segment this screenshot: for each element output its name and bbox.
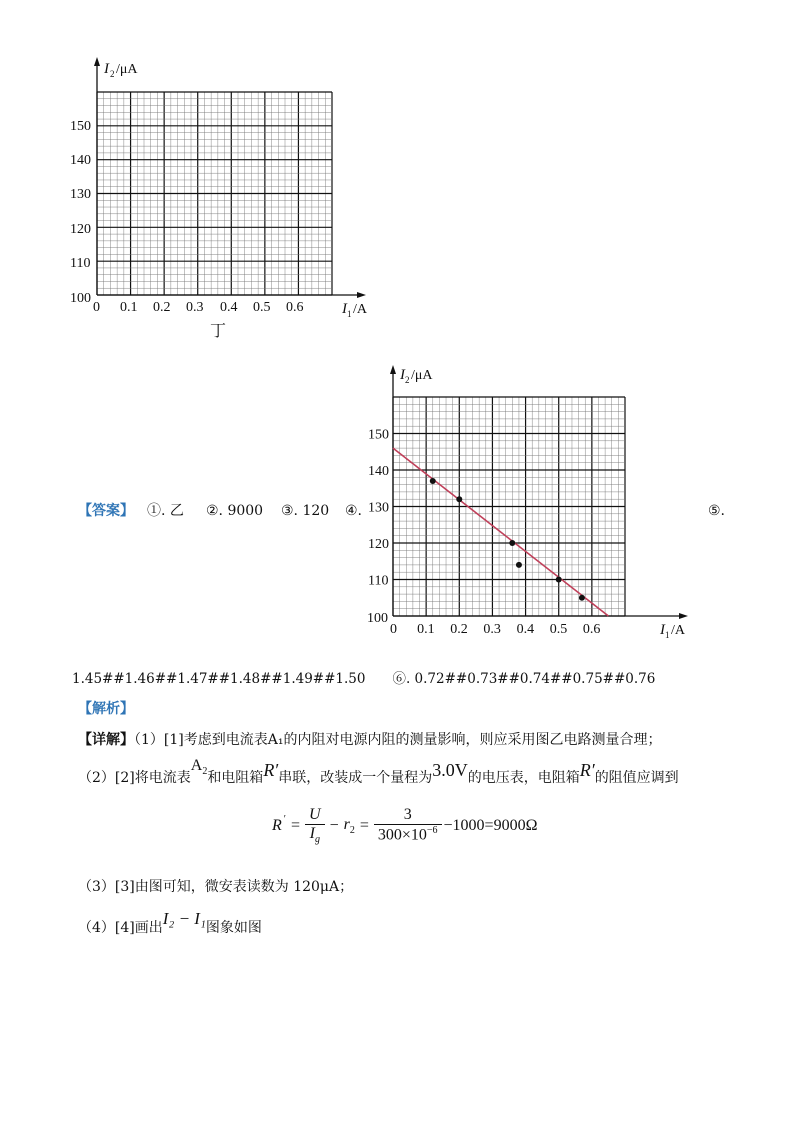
ding-y-tick: 150 — [70, 119, 91, 134]
p2-e: 的阻值应调到 — [594, 770, 679, 786]
p2-resistor: R′ — [263, 760, 279, 780]
ding-x-unit: /A — [353, 302, 367, 317]
paragraph-2 — [78, 757, 679, 794]
answer-x-tick: 0.4 — [516, 622, 535, 637]
grid-figure-ding — [60, 55, 380, 345]
p2-a: （2）[2]将电流表 — [78, 770, 191, 786]
p2-b: 和电阻箱 — [207, 770, 264, 786]
formula — [272, 806, 537, 845]
formula-minus: − — [329, 816, 339, 834]
answer-y-arrow — [390, 365, 396, 374]
ding-grid-lines — [97, 92, 332, 295]
answer-item-4: ④. — [345, 503, 363, 519]
data-point — [516, 562, 522, 568]
formula-frac-2 — [374, 806, 442, 844]
p4-expression: I₂ − I₁ — [162, 909, 206, 928]
frac-2-den-sup: −6 — [426, 825, 438, 837]
answer-x-ticks — [390, 622, 600, 637]
formula-frac-1 — [305, 806, 325, 845]
answer-chart — [360, 365, 700, 645]
fit-line — [393, 448, 608, 616]
p4-b: 图象如图 — [205, 920, 262, 936]
formula-eq-2: = — [359, 816, 369, 834]
detail-label: 【详解】 — [78, 732, 134, 748]
ding-y-tick: 130 — [70, 187, 91, 202]
paragraph-1 — [78, 730, 661, 750]
ding-caption: 丁 — [210, 323, 227, 340]
answer-y-tick: 110 — [368, 573, 389, 589]
answer-x-tick: 0.3 — [483, 622, 501, 637]
p4-a: （4）[4]画出 — [78, 920, 163, 936]
frac-1-den — [305, 825, 325, 845]
ding-x-sub: 1 — [347, 309, 352, 319]
answer-x-label-unit: /A — [671, 623, 685, 638]
answer-item-3: ③. 120 — [281, 503, 330, 519]
ding-x-tick: 0.4 — [220, 300, 238, 315]
p2-resistor-2: R′ — [579, 760, 595, 780]
answer-points-layer — [430, 478, 585, 601]
answer-y-tick: 100 — [367, 611, 388, 626]
answer-grid-lines — [393, 397, 625, 616]
ding-y-tick: 120 — [70, 222, 91, 237]
answer-label: 【答案】 — [78, 503, 134, 519]
paragraph-4 — [78, 909, 262, 938]
frac-2-den-base: 300×10 — [377, 826, 427, 844]
answer-item-1: ①. 乙 — [147, 503, 184, 519]
ding-y-tick: 110 — [70, 256, 91, 271]
formula-eq: = — [290, 816, 300, 834]
ding-y-label: I — [104, 61, 109, 77]
answer-y-label-unit: /μA — [411, 368, 433, 383]
data-point — [456, 496, 462, 502]
answer-item-2: ②. 9000 — [206, 503, 264, 519]
data-point — [509, 540, 515, 546]
ding-x-tick: 0.2 — [153, 300, 171, 315]
answer-y-tick: 120 — [368, 537, 389, 552]
formula-r2 — [344, 816, 355, 836]
ding-y-unit: /μA — [116, 62, 138, 77]
data-point — [430, 478, 436, 484]
answer-y-tick: 140 — [368, 464, 389, 479]
answer-x-label-sub: 1 — [665, 630, 670, 640]
p2-voltage: 3.0V — [432, 760, 468, 780]
answer-y-tick: 150 — [368, 427, 389, 443]
data-point — [579, 595, 585, 601]
ding-x-tick: 0.3 — [186, 300, 204, 315]
p2-ammeter-sub: 2 — [202, 766, 208, 778]
frac-1-den-letter: I — [309, 825, 315, 842]
answer-line-2: 1.45##1.46##1.47##1.48##1.49##1.50 ⑥. 0.72##0.73##0.74##0.75##0.76 — [72, 671, 656, 687]
formula-r2-letter: r — [343, 815, 350, 833]
ding-origin-y: 100 — [70, 291, 91, 306]
answer-x-arrow — [679, 613, 688, 619]
answer-x-tick: 0.2 — [450, 622, 468, 637]
ding-x-tick: 0.6 — [286, 300, 304, 315]
frac-2-num: 3 — [374, 806, 442, 825]
answer-fit-layer — [393, 448, 608, 616]
analysis-label: 【解析】 — [78, 701, 134, 717]
p2-c: 串联，改装成一个量程为 — [278, 770, 433, 786]
formula-r2-sub: 2 — [349, 824, 355, 836]
formula-lhs-sup: ′ — [283, 814, 286, 826]
answer-y-ticks — [367, 428, 389, 627]
p2-d: 的电压表，电阻箱 — [467, 770, 580, 786]
ding-y-arrow — [94, 57, 100, 66]
answer-y-label-sub: 2 — [405, 375, 410, 385]
answer-x-tick: 0.1 — [417, 622, 435, 637]
frac-2-den — [374, 825, 442, 844]
paragraph-3: （3）[3]由图可知，微安表读数为 120μA； — [78, 879, 354, 895]
answer-x-tick: 0 — [390, 622, 397, 637]
p2-ammeter-letter: A — [190, 757, 203, 774]
formula-tail: −1000=9000Ω — [443, 816, 538, 834]
ding-y-tick: 140 — [70, 153, 91, 168]
frac-1-num: U — [305, 806, 325, 825]
ding-x-tick: 0.5 — [253, 300, 271, 315]
answer-y-tick: 130 — [368, 500, 389, 516]
answer-item-5: ⑤. — [708, 503, 726, 519]
answer-x-label: I — [660, 622, 665, 638]
ding-x-label: I — [342, 301, 347, 317]
data-point — [556, 577, 562, 583]
paragraph-1-text: （1）[1]考虑到电流表A₁的内阻对电源内阻的测量影响，则应采用图乙电路测量合理； — [134, 732, 662, 748]
ding-y-sub: 2 — [110, 69, 115, 79]
p2-ammeter — [190, 757, 208, 778]
formula-lhs: R — [272, 816, 282, 834]
answer-x-tick: 0.5 — [549, 622, 568, 637]
ding-origin-x: 0 — [93, 300, 100, 315]
ding-x-tick: 0.1 — [120, 300, 138, 315]
answer-x-tick: 0.6 — [582, 622, 601, 637]
answer-y-label: I — [400, 367, 405, 383]
frac-1-den-sub: g — [314, 834, 320, 846]
ding-x-arrow — [357, 292, 366, 298]
